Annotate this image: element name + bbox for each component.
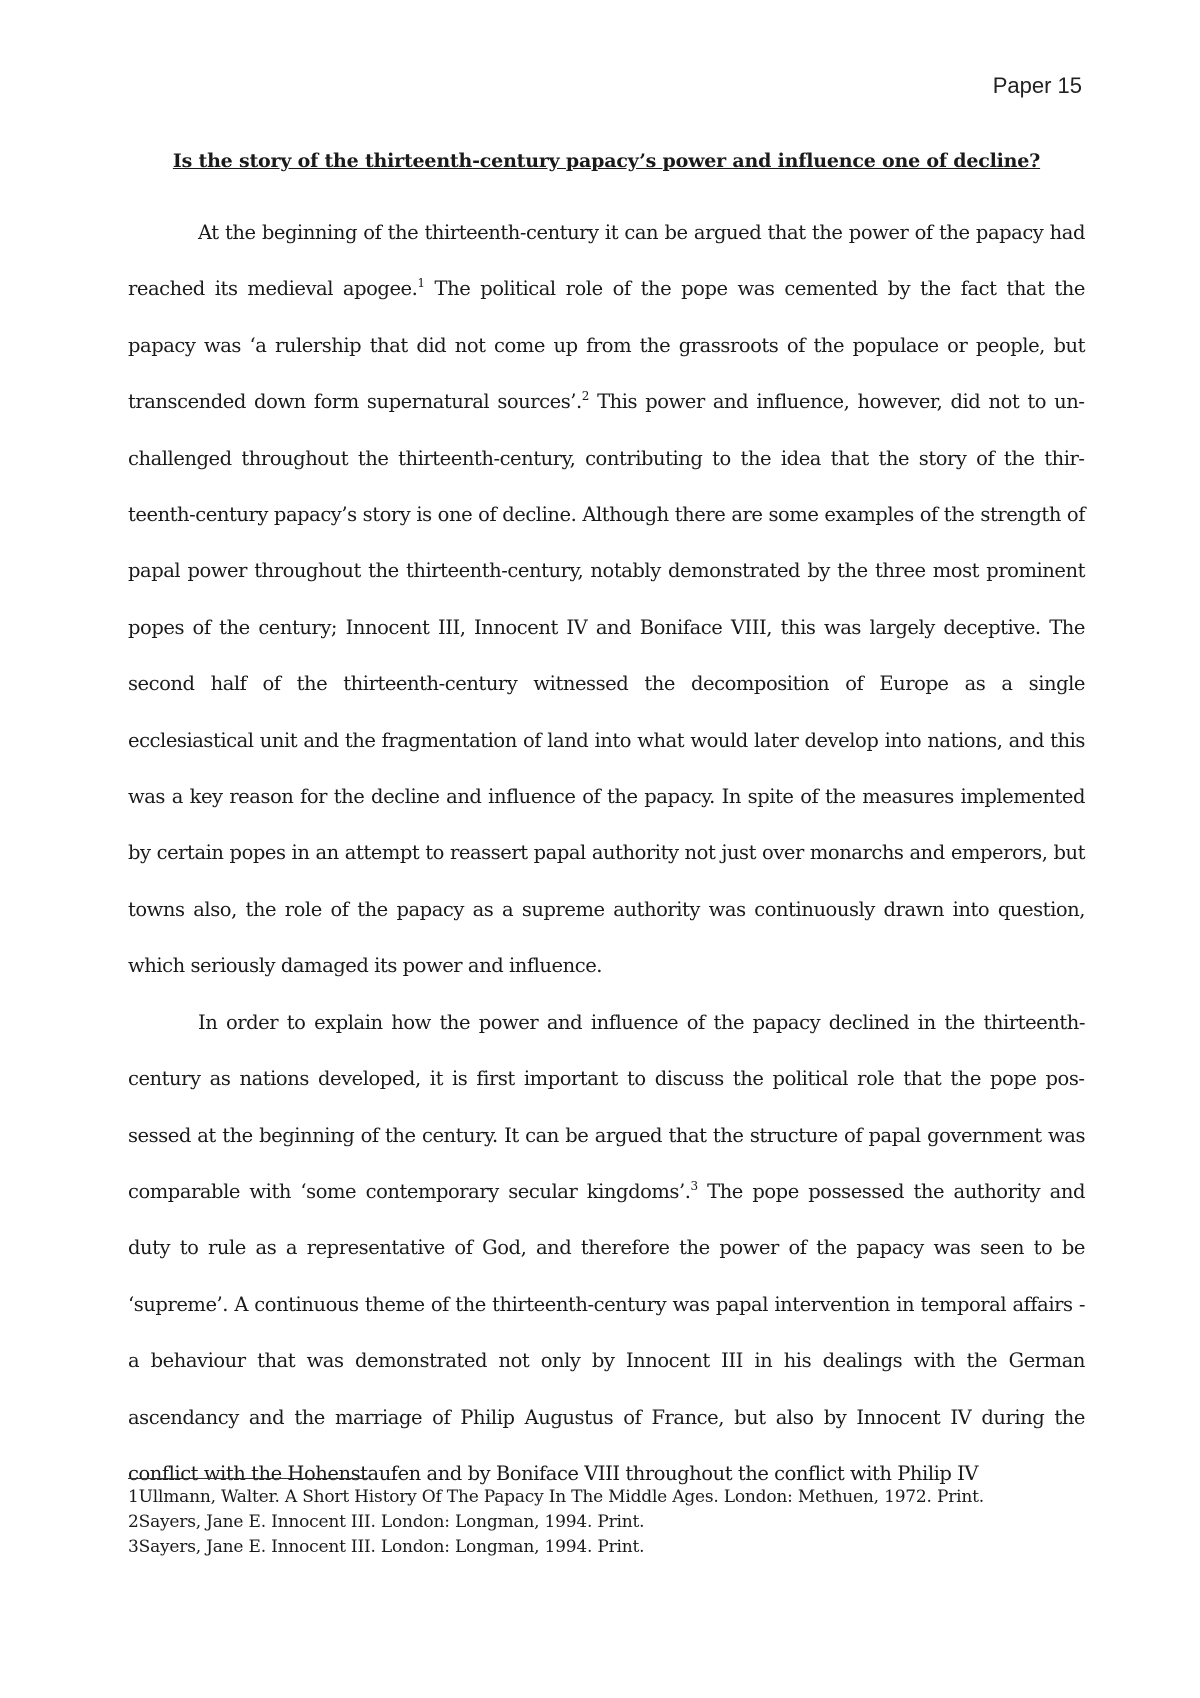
page-header [993, 73, 1082, 99]
footnote-ref-1: 1 [417, 276, 425, 291]
paragraph-1-text-b: The political role of the pope was cemented by the fact that the papacy was ‘a rulership that did not come up from the grassroots of the populace or people, but transcended down form supernatural sources’. [128, 277, 1086, 414]
paragraph-2-text-a: In order to explain how the power and influence of the papacy declined in the thirteenth-century as nations developed, it is first important to discuss the political role that the pope possessed at the beginning of the century. It can be argued that the structure of papal government was comparable with ‘some contemporary secular kingdoms’. [128, 1010, 1085, 1203]
footnote-3 [128, 1535, 1085, 1560]
paragraph-2 [128, 995, 1085, 1503]
page-label: Paper 15 [992, 73, 1082, 98]
essay-title: Is the story of the thirteenth-century papacy’s power and influence one of decline? [172, 150, 1041, 172]
footnote-2 [128, 1510, 1085, 1535]
footnote-1 [128, 1485, 1085, 1510]
paragraph-2-text-b: The pope possessed the authority and duty to rule as a representative of God, and therefore the power of the papacy was seen to be ‘supreme’. A continuous theme of the thirteenth-century was papal intervention in temporal affairs - a behaviour that was demonstrated not only by Innocent III in his dealings with the German ascendancy and the marriage of Philip Augustus of France, but also by Innocent IV during the conflict with the Hohenstaufen and by Boniface VIII throughout the conflict with Philip IV [128, 1179, 1085, 1485]
footnote-text: Sayers, Jane E. Innocent III. London: Longman, 1994. Print. [138, 1512, 645, 1532]
footnote-number: 2 [128, 1512, 139, 1532]
paragraph-1-text-a: At the beginning of the thirteenth-century it can be argued that the power of the papacy had reached its medieval apogee. [128, 221, 1085, 301]
footnote-number: 3 [128, 1537, 139, 1557]
footnote-separator [128, 1478, 368, 1479]
footnote-text: Ullmann, Walter. A Short History Of The Papacy In The Middle Ages. London: Methuen, 1972. Print. [138, 1487, 984, 1507]
footnote-ref-2: 2 [581, 389, 589, 404]
footnote-ref-3: 3 [690, 1178, 698, 1193]
footnote-text: Sayers, Jane E. Innocent III. London: Longman, 1994. Print. [138, 1537, 645, 1557]
footnote-number: 1 [128, 1487, 139, 1507]
paragraph-1 [128, 205, 1085, 995]
footnotes [128, 1485, 1085, 1560]
essay-body [128, 205, 1085, 1502]
paragraph-1-text-c: This power and influence, however, did not to unchallenged throughout the thirteenth-century, contributing to the idea that the story of the thirteenth-century papacy’s story is one of decline. Although there are some examples of the strength of papal power throughout the thirteenth-century, notably demonstrated by the three most prominent popes of the century; Innocent III, Innocent IV and Boniface VIII, this was largely deceptive. The second half of the thirteenth-century witnessed the decomposition of Europe as a single ecclesiastical unit and the fragmentation of land into what would later develop into nations, and this was a key reason for the decline and influence of the papacy. In spite of the measures implemented by certain popes in an attempt to reassert papal authority not just over monarchs and emperors, but towns also, the role of the papacy as a supreme authority was continuously drawn into question, which seriously damaged its power and influence. [128, 390, 1085, 978]
